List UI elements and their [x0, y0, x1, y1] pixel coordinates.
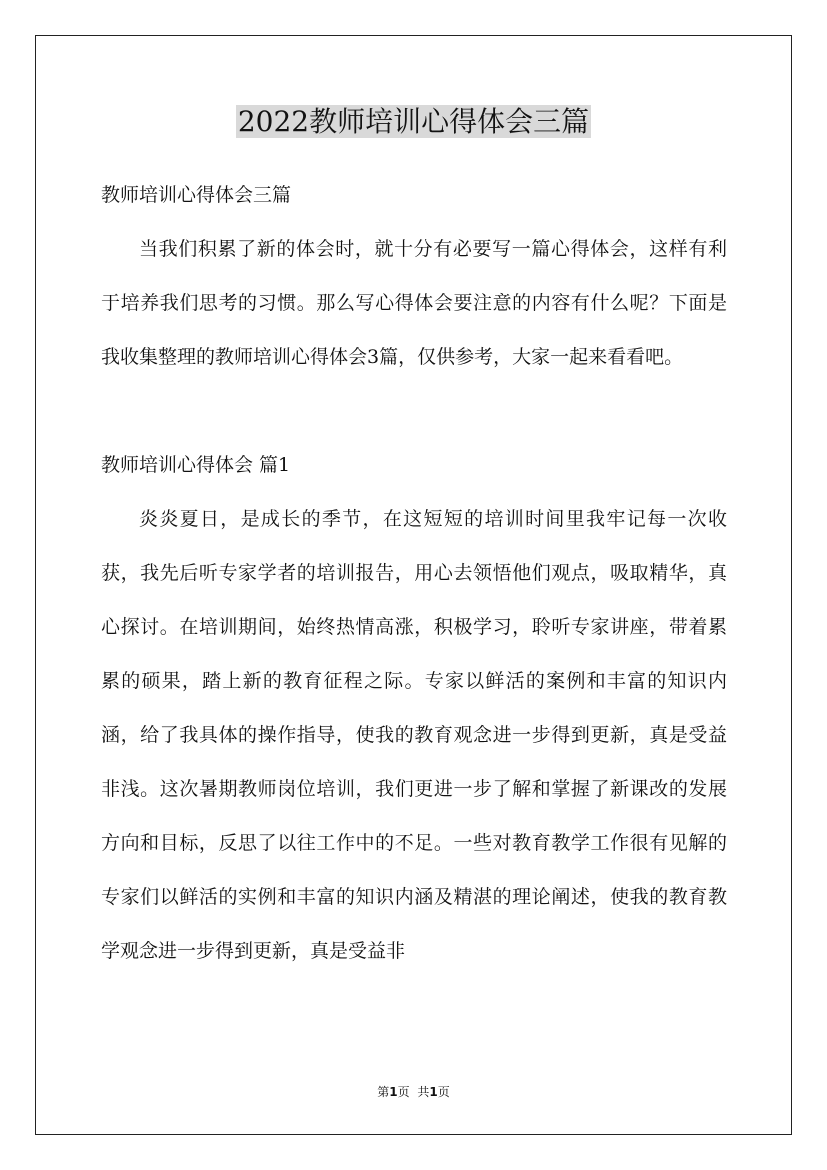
section-heading: 教师培训心得体会 篇1 [101, 454, 291, 476]
page-label-suffix: 页 [397, 1085, 410, 1099]
paragraph-gap [101, 384, 727, 438]
document-body [101, 168, 727, 978]
document-subtitle: 教师培训心得体会三篇 [101, 184, 292, 206]
section-paragraph: 炎炎夏日，是成长的季节，在这短短的培训时间里我牢记每一次收获，我先后听专家学者的培训报告，用心去领悟他们观点，吸取精华，真心探讨。在培训期间，始终热情高涨，积极学习，聆听专家讲座，带着累累的硕果，踏上新的教育征程之际。专家以鲜活的案例和丰富的知识内涵，给了我具体的操作指导，使我的教育观念进一步得到更新，真是受益非浅。这次暑期教师岗位培训，我们更进一步了解和掌握了新课改的发展方向和目标，反思了以往工作中的不足。一些对教育教学工作很有见解的专家们以鲜活的实例和丰富的知识内涵及精湛的理论阐述，使我的教育教学观念进一步得到更新，真是受益非 [101, 508, 727, 962]
total-pages: 1 [429, 1085, 438, 1099]
page-label-prefix: 第 [377, 1085, 390, 1099]
document-title-text: 2022教师培训心得体会三篇 [237, 105, 590, 138]
intro-paragraph: 当我们积累了新的体会时，就十分有必要写一篇心得体会，这样有利于培养我们思考的习惯。那么写心得体会要注意的内容有什么呢？下面是我收集整理的教师培训心得体会3篇，仅供参考，大家一起来看看吧。 [101, 238, 727, 368]
document-title [0, 102, 827, 142]
total-label-prefix: 共 [417, 1085, 430, 1099]
page-footer [0, 1082, 827, 1102]
page-number: 1 [389, 1085, 398, 1099]
total-label-suffix: 页 [437, 1085, 450, 1099]
